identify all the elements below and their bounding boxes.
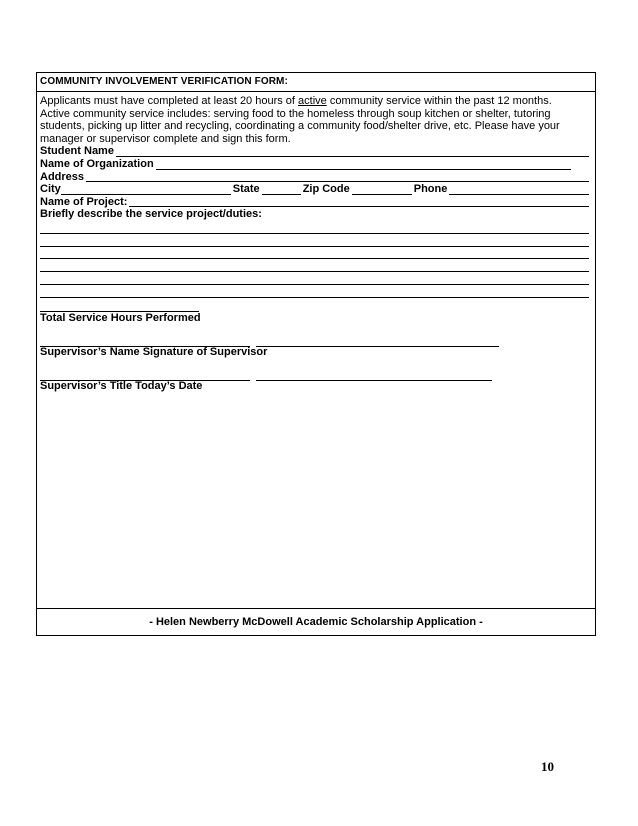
city-label: City — [40, 183, 61, 196]
todays-date-field[interactable] — [256, 369, 492, 381]
supervisor-line-row-2 — [40, 369, 592, 380]
state-label: State — [232, 183, 260, 196]
city-row — [40, 183, 592, 196]
city-field[interactable] — [61, 184, 231, 195]
project-label: Name of Project: — [40, 195, 128, 208]
hours-field[interactable] — [40, 300, 199, 312]
instructions-line-1: Applicants must have completed at least 20 hours of active community service within the past 12 months. — [40, 95, 552, 107]
address-label: Address — [40, 170, 85, 183]
form-instructions — [40, 95, 592, 145]
page-number: 10 — [541, 759, 554, 774]
supervisor-title-field[interactable] — [40, 369, 250, 381]
form-body — [37, 92, 595, 609]
instructions-line-4: manager or supervisor complete and sign this form. — [40, 132, 291, 145]
describe-row — [40, 208, 592, 221]
form-footer: - Helen Newberry McDowell Academic Scholarship Application - — [149, 616, 483, 628]
zip-label: Zip Code — [302, 183, 350, 196]
phone-label: Phone — [413, 183, 448, 196]
active-emphasis: active — [298, 95, 327, 107]
organization-label: Name of Organization — [40, 157, 154, 170]
project-row — [40, 196, 592, 209]
student-name-row — [40, 145, 592, 158]
phone-field[interactable] — [449, 184, 589, 195]
describe-label: Briefly describe the service project/duties: — [40, 208, 262, 221]
supervisor-name-signature-label: Supervisor’s Name Signature of Supervisor — [40, 345, 268, 358]
hours-label: Total Service Hours Performed — [40, 311, 201, 324]
organization-field[interactable] — [156, 159, 571, 170]
description-line[interactable] — [40, 234, 589, 247]
verification-form — [36, 72, 596, 636]
description-line[interactable] — [40, 285, 589, 298]
description-line[interactable] — [40, 221, 589, 234]
supervisor-name-field[interactable] — [40, 335, 250, 347]
state-field[interactable] — [262, 184, 301, 195]
organization-row — [40, 158, 592, 171]
zip-field[interactable] — [352, 184, 412, 195]
form-title: COMMUNITY INVOLVEMENT VERIFICATION FORM: — [37, 73, 595, 92]
description-line[interactable] — [40, 272, 589, 285]
address-row — [40, 171, 592, 184]
supervisor-title-date-label: Supervisor’s Title Today’s Date — [40, 379, 203, 392]
description-line[interactable] — [40, 259, 589, 272]
project-field[interactable] — [129, 196, 589, 207]
instructions-line-3: students, picking up litter and recycling, coordinating a community food/shelter drive, etc. Please have your — [40, 120, 560, 133]
supervisor-line-row-1 — [40, 335, 592, 346]
student-name-field[interactable] — [116, 146, 589, 157]
address-field[interactable] — [86, 171, 589, 182]
student-name-label: Student Name — [40, 145, 114, 158]
description-line[interactable] — [40, 247, 589, 260]
instructions-line-2: Active community service includes: serving food to the homeless through soup kitchen or shelter, tutoring — [40, 107, 551, 120]
supervisor-signature-field[interactable] — [256, 335, 499, 347]
